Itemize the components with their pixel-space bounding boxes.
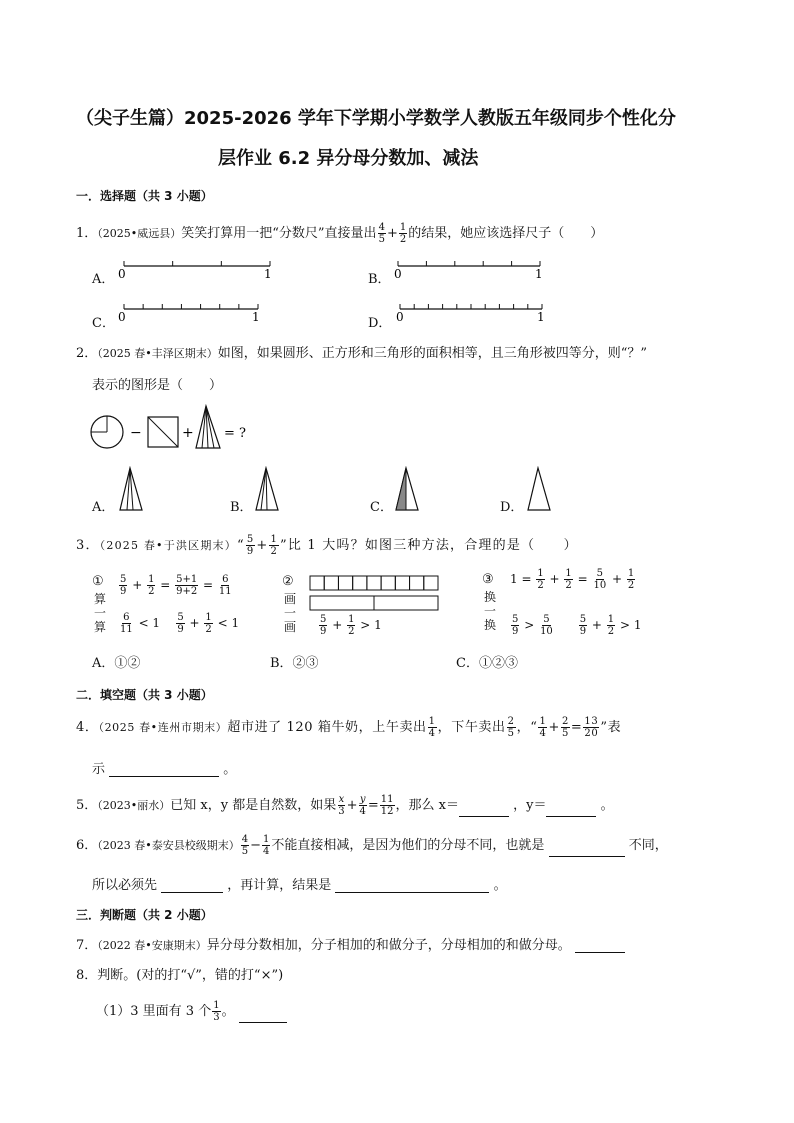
option-b-label[interactable]: B． xyxy=(368,272,391,287)
bar-cell-top xyxy=(338,576,352,590)
bar-cell-top xyxy=(353,576,367,590)
fraction: $\frac{1}{2}$ xyxy=(399,222,407,245)
bar-cell-top xyxy=(410,576,424,590)
minus-sign: − xyxy=(130,425,142,441)
triangle-option-d xyxy=(524,466,554,512)
option-d-label[interactable]: D． xyxy=(500,500,524,515)
method-1-label: 算一算 xyxy=(93,592,106,634)
section-heading-choice: 一．选择题（共 3 小题） xyxy=(76,189,213,203)
fraction: $\frac{5}{9}$ xyxy=(246,534,255,557)
question-7: 7．（2022 春•安康期末）异分母分数相加，分子相加的和做分子，分母相加的和做分母。 xyxy=(76,934,625,953)
answer-blank[interactable] xyxy=(161,892,223,893)
ruler-a xyxy=(116,256,280,280)
page-title-line1: （尖子生篇）2025-2026 学年下学期小学数学人教版五年级同步个性化分 xyxy=(76,108,676,129)
method-3-number: ③ xyxy=(482,572,494,587)
question-1: 1．（2025•威远县）笑笑打算用一把“分数尺”直接量出 $\frac{4}{5}$ + $\frac{1}{2}$ 的结果，她应该选择尺子（ ） xyxy=(76,222,604,245)
option-b-label[interactable]: B． xyxy=(230,500,253,515)
page-title-line2: 层作业 6.2 异分母分数加、减法 xyxy=(218,148,479,169)
bar-cell-top xyxy=(310,576,324,590)
question-8-sub-1: （1）3 里面有 3 个 $\frac{1}{3}$ 。 xyxy=(96,1000,287,1023)
triangle-option-b xyxy=(252,466,282,512)
bar-cell-bottom xyxy=(374,596,438,610)
square-shape xyxy=(148,417,178,447)
question-2: 2．（2025 春•丰泽区期末）如图，如果圆形、正方形和三角形的面积相等，且三角形被四等分，则“？” xyxy=(76,346,648,361)
circle-shape xyxy=(91,416,123,448)
ruler-one-label: 1 xyxy=(537,310,545,323)
answer-blank[interactable] xyxy=(239,1022,287,1023)
method-1-line1: $\frac{5}{9}$ + $\frac{1}{2}$ = $\frac{5+1}{9+2}$ = $\frac{6}{11}$ xyxy=(120,574,232,597)
bar-cell-top xyxy=(367,576,381,590)
x-answer-blank[interactable] xyxy=(459,816,509,817)
answer-blank[interactable] xyxy=(335,892,489,893)
question-5: 5．（2023•丽水）已知 x，y 都是自然数，如果 $\frac{x}{3}$ + $\frac{y}{4}$ = $\frac{11}{12}$ ，那么 x＝ ，y＝ 。 xyxy=(76,794,614,817)
ruler-b xyxy=(392,256,556,280)
bar-cell-top xyxy=(381,576,395,590)
question-2-line2: 表示的图形是（ ） xyxy=(92,378,223,393)
answer-blank[interactable] xyxy=(575,952,625,953)
method-2-expression: $\frac{5}{9}$ + $\frac{1}{2}$ > 1 xyxy=(320,614,382,637)
y-answer-blank[interactable] xyxy=(546,816,596,817)
section-heading-fill: 二．填空题（共 3 小题） xyxy=(76,688,213,702)
ruler-zero-label: 0 xyxy=(118,267,126,280)
method-2-bar-figure xyxy=(308,574,442,614)
ruler-zero-label: 0 xyxy=(396,310,404,323)
question-6-line2: 所以必须先 ，再计算，结果是 。 xyxy=(92,878,507,893)
ruler-c xyxy=(116,299,280,323)
option-c-label[interactable]: C． xyxy=(370,500,393,515)
ruler-d xyxy=(392,299,556,323)
option-c-label[interactable]: C．①②③ xyxy=(456,656,518,671)
ruler-one-label: 1 xyxy=(252,310,260,323)
method-3-line2: $\frac{5}{9}$ > $\frac{5}{10}$ $\frac{5}{9}$ + $\frac{1}{2}$ > 1 xyxy=(512,614,642,637)
method-3-label: 换一换 xyxy=(483,590,496,632)
option-b-label[interactable]: B．②③ xyxy=(270,656,319,671)
method-3-line1: 1 = $\frac{1}{2}$ + $\frac{1}{2}$ = $\frac{5}{10}$ + $\frac{1}{2}$ xyxy=(510,568,635,591)
option-c-label[interactable]: C． xyxy=(92,316,115,331)
ruler-one-label: 1 xyxy=(264,267,272,280)
method-2-number: ② xyxy=(282,574,294,589)
fraction: $\frac{4}{5}$ xyxy=(378,222,385,245)
ruler-one-label: 1 xyxy=(535,267,543,280)
bar-cell-top xyxy=(324,576,338,590)
equals-question: = ? xyxy=(224,426,246,441)
option-a-label[interactable]: A． xyxy=(92,272,115,287)
question-4: 4．（2025 春•连州市期末）超市进了 120 箱牛奶，上午卖出 $\frac{1}{4}$ ，下午卖出 $\frac{2}{5}$ ，“ $\frac{1}{4}$ + $\frac{2}{5}$ = $\frac{13}{20}$ ”表 xyxy=(76,716,622,739)
bar-cell-top xyxy=(424,576,438,590)
answer-blank[interactable] xyxy=(109,776,219,777)
method-2-label: 画一画 xyxy=(283,592,296,634)
triangle-shape xyxy=(196,406,220,448)
bar-cell-bottom xyxy=(310,596,374,610)
ruler-zero-label: 0 xyxy=(118,310,126,323)
answer-blank[interactable] xyxy=(549,856,625,857)
triangle-option-c xyxy=(392,466,422,512)
ruler-zero-label: 0 xyxy=(394,267,402,280)
option-a-label[interactable]: A． xyxy=(92,500,115,515)
method-1-number: ① xyxy=(92,574,104,589)
option-d-label[interactable]: D． xyxy=(368,316,392,331)
q2-equation-figure xyxy=(90,404,260,456)
fraction: $\frac{1}{2}$ xyxy=(270,534,279,557)
question-4-line2: 示 。 xyxy=(92,762,237,777)
plus-sign: + xyxy=(182,425,194,441)
option-a-label[interactable]: A．①② xyxy=(92,656,141,671)
question-6: 6．（2023 春•泰安县校级期末） $\frac{4}{5}$ − $\frac{1}{4}$ 不能直接相减，是因为他们的分母不同，也就是 不同， xyxy=(76,834,668,857)
method-1-line2: $\frac{6}{11}$ < 1 $\frac{5}{9}$ + $\frac{1}{2}$ < 1 xyxy=(120,612,240,635)
section-heading-judge: 三．判断题（共 2 小题） xyxy=(76,908,213,922)
question-8: 8．判断。(对的打“√”，错的打“×”) xyxy=(76,968,284,983)
triangle-option-a xyxy=(116,466,146,512)
bar-cell-top xyxy=(395,576,409,590)
question-3: 3．（2025 春•于洪区期末）“ $\frac{5}{9}$ + $\frac{1}{2}$ ”比 1 大吗？如图三种方法，合理的是（ ） xyxy=(76,534,578,557)
